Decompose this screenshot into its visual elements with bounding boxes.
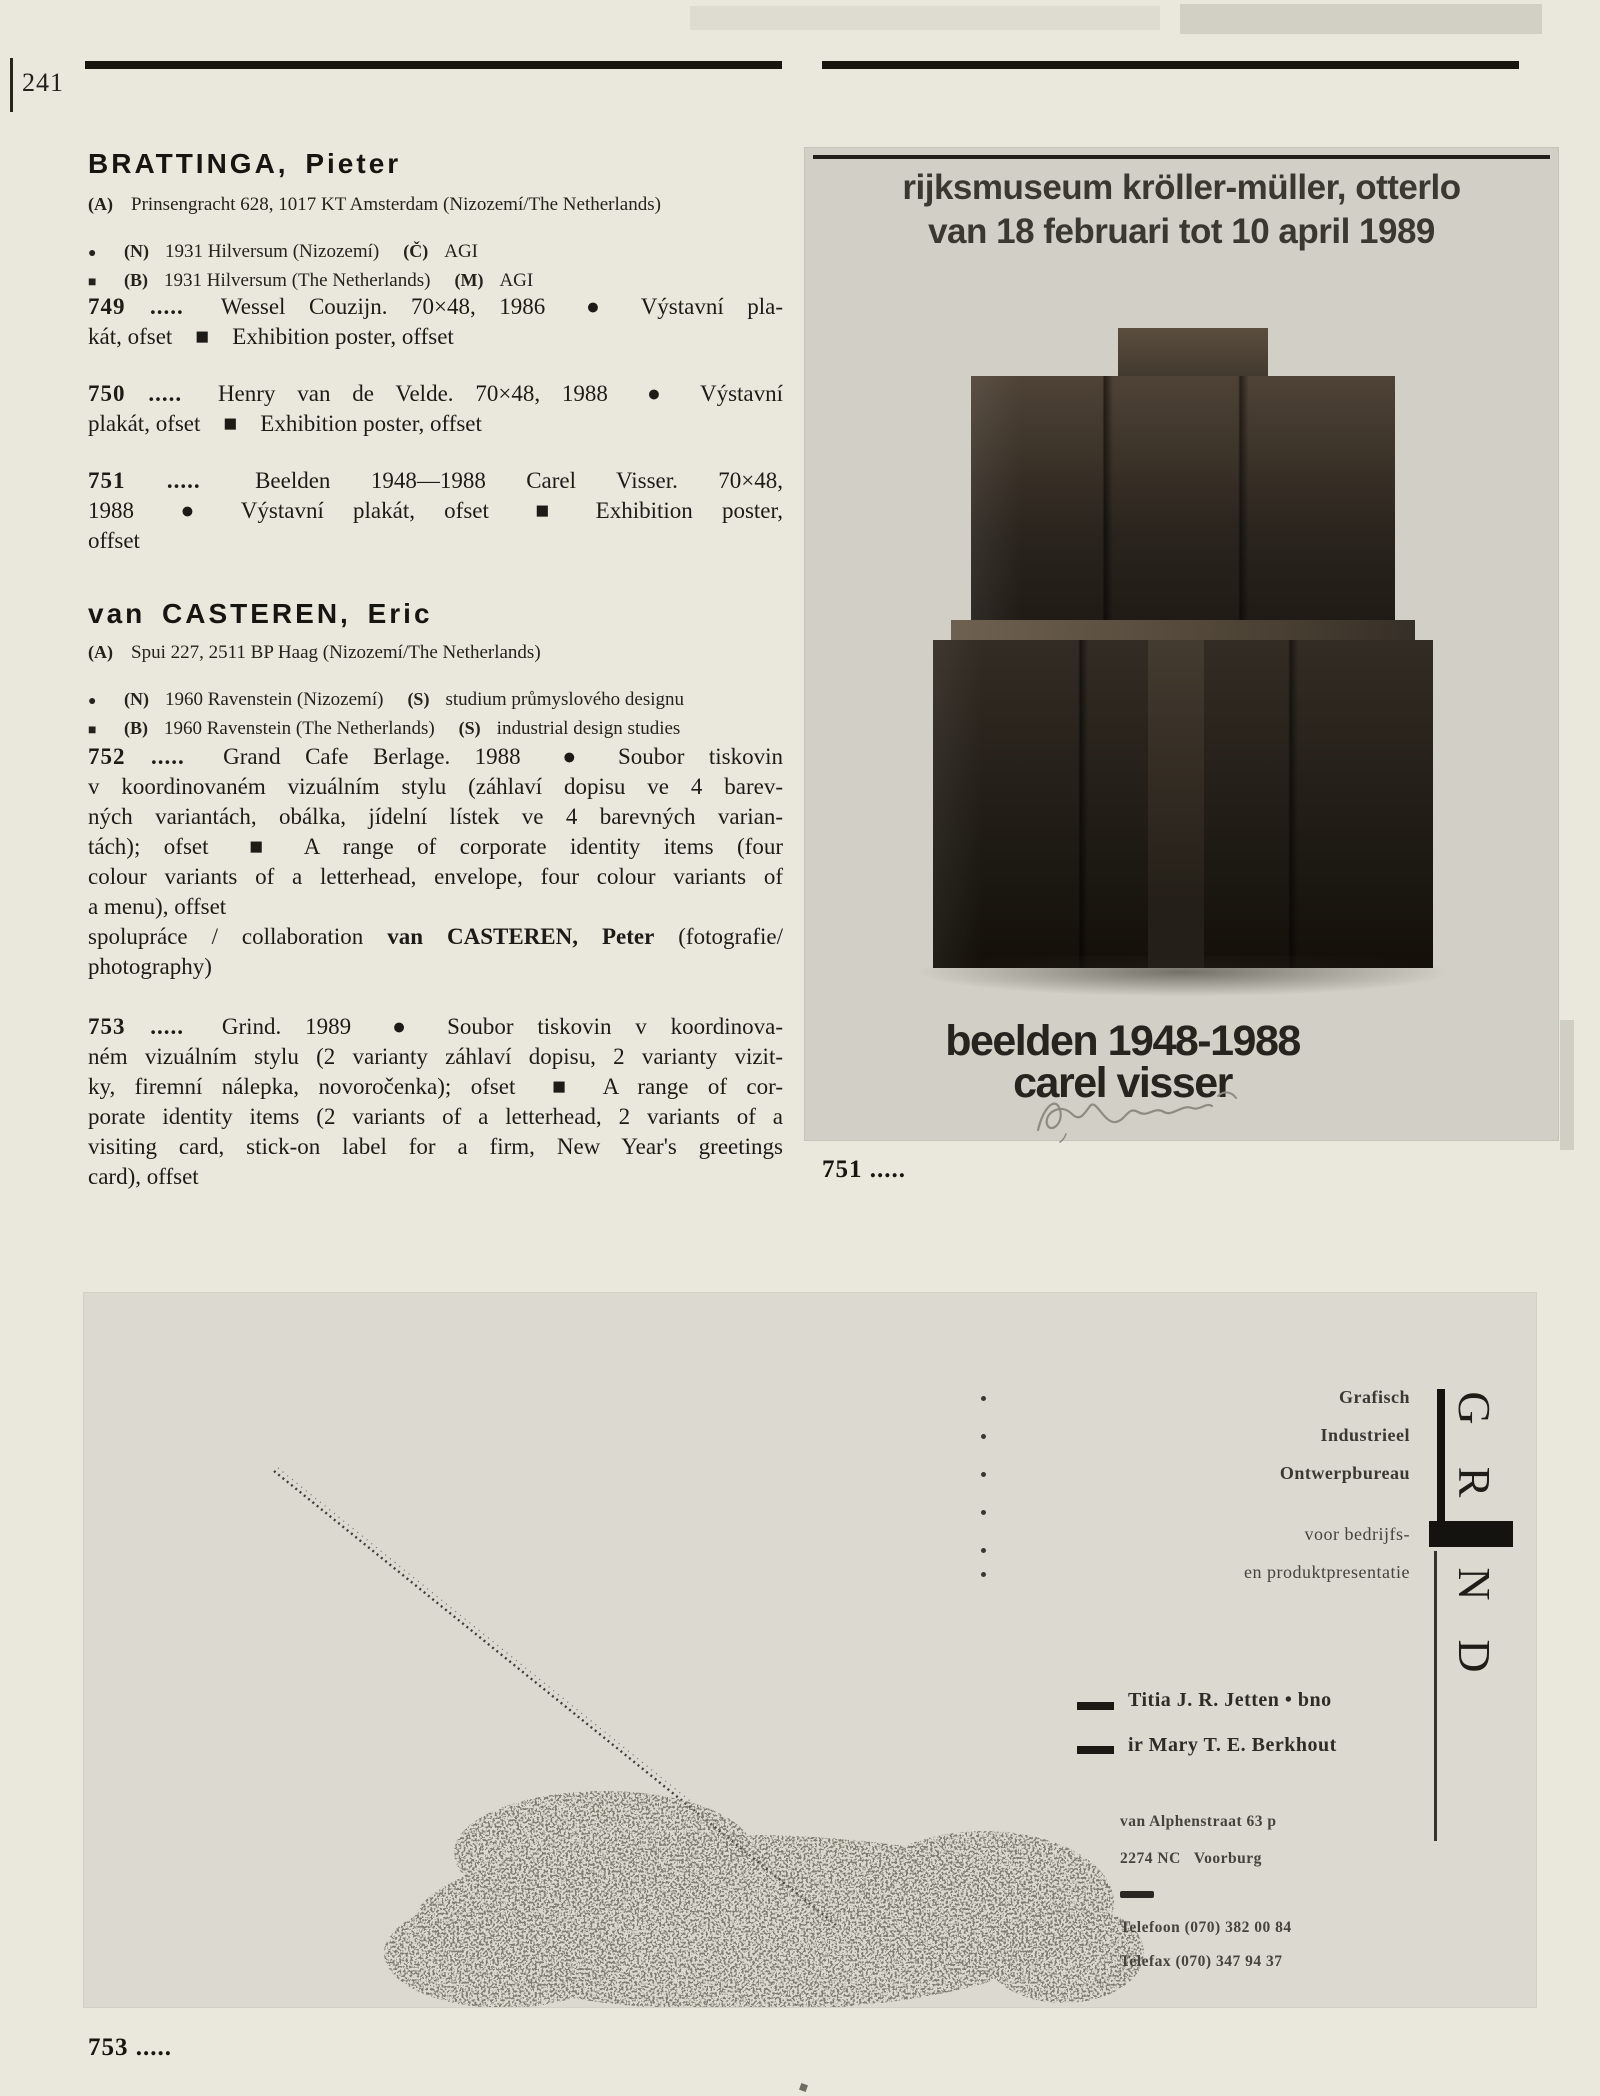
square-marker-icon: ■ bbox=[88, 275, 97, 290]
grind-vertical-bar bbox=[1437, 1389, 1445, 1523]
grind-identity-753: Grafisch Industrieel Ontwerpbureau voor bedrijfs- en produktpresentatie G R N D Titia J. R. Jetten • bno ir Mary T. E. Berkhout van Alphenstraat 63 p 2274 NC Voorburg Telefoon (070) 382 00 84 Telefax (070) 347 94 37 bbox=[84, 1293, 1536, 2007]
caption-753: 753 ..... bbox=[88, 2034, 172, 2061]
grind-letter-g: G bbox=[1449, 1391, 1501, 1425]
page-number: 241 bbox=[22, 68, 64, 97]
grind-thin-rule bbox=[1434, 1551, 1437, 1841]
sculpture-center-slot bbox=[1148, 640, 1204, 968]
sculpture-photo bbox=[933, 328, 1433, 993]
scan-artifact bbox=[690, 6, 1160, 30]
designer-name: ir Mary T. E. Berkhout bbox=[1128, 1734, 1337, 1756]
sculpture-upper-mass bbox=[971, 376, 1395, 628]
address-text: Prinsengracht 628, 1017 KT Amsterdam (Nizozemí/The Netherlands) bbox=[131, 194, 661, 215]
address-text: Spui 227, 2511 BP Haag (Nizozemí/The Netherlands) bbox=[131, 642, 541, 663]
scan-artifact bbox=[799, 2083, 808, 2092]
dot-marker-icon: ● bbox=[88, 694, 97, 709]
grind-letter-d: D bbox=[1449, 1639, 1501, 1673]
poster-title: beelden 1948-1988 carel visser bbox=[945, 1017, 1300, 1107]
poster-top-rule bbox=[813, 155, 1550, 159]
studio-sublabels: voor bedrijfs- en produktpresentatie bbox=[1244, 1524, 1410, 1582]
column-rule-right bbox=[822, 61, 1519, 69]
grind-letter-n: N bbox=[1449, 1567, 1501, 1601]
scan-artifact bbox=[1560, 1020, 1574, 1150]
bio-info bbox=[88, 238, 783, 296]
square-marker-icon: ■ bbox=[88, 723, 97, 738]
entry-name-brattinga: BRATTINGA, Pieter bbox=[88, 148, 402, 179]
catalog-item-750: 750 ..... Henry van de Velde. 70×48, 1988 ● Výstavní plakát, ofset ■ Exhibition poster, offset bbox=[88, 381, 784, 436]
bio-line: ● (N) 1931 Hilversum (Nizozemí) (Č) AGI bbox=[88, 238, 783, 267]
name-dash bbox=[1077, 1702, 1114, 1710]
scan-artifact bbox=[1180, 4, 1542, 34]
bio-line: ● (N) 1960 Ravenstein (Nizozemí) (S) studium průmyslového designu bbox=[88, 686, 783, 715]
catalog-item-749: 749 ..... Wessel Couzijn. 70×48, 1986 ● Výstavní pla- kát, ofset ■ Exhibition poster, offset bbox=[88, 294, 784, 349]
grind-letter-i-block bbox=[1429, 1521, 1513, 1547]
bio-line: ■ (B) 1960 Ravenstein (The Netherlands) (S) industrial design studies bbox=[88, 715, 783, 744]
catalog-item-752: 752 ..... Grand Cafe Berlage. 1988 ● Soubor tiskovin v koordinovaném vizuálním stylu (záhlaví dopisu ve 4 barev- ných variantách, obálka, jídelní lístek ve 4 barevných varian- tách); ofset ■ A range of corporate identity items (four colour variants of a letterhead, envelope, four colour variants of a menu), offset spolupráce / collaboration van CASTEREN, Peter (fotografie/ photography) bbox=[88, 744, 783, 979]
column-rule-left bbox=[85, 61, 782, 69]
margin-bar bbox=[10, 58, 13, 112]
studio-labels: Grafisch Industrieel Ontwerpbureau bbox=[1279, 1387, 1410, 1483]
poster-heading: rijksmuseum kröller-müller, otterlo van 18 februari tot 10 april 1989 bbox=[902, 168, 1461, 251]
grind-letter-r: R bbox=[1449, 1466, 1501, 1498]
collaboration-line: spolupráce / collaboration van CASTEREN, Peter (fotografie/ bbox=[88, 924, 783, 949]
designer-name: Titia J. R. Jetten • bno bbox=[1128, 1689, 1332, 1711]
caption-751: 751 ..... bbox=[822, 1156, 906, 1183]
address-code: (A) bbox=[88, 642, 113, 662]
address-dash bbox=[1120, 1891, 1154, 1898]
artist-signature bbox=[1030, 1084, 1260, 1144]
dot-marker-icon: ● bbox=[88, 246, 97, 261]
entry-name-van-casteren: van CASTEREN, Eric bbox=[88, 598, 433, 629]
catalog-item-753: 753 ..... Grind. 1989 ● Soubor tiskovin v koordinova- ném vizuálním stylu (2 varianty záhlaví dopisu, 2 varianty vizit- ky, firemní nálepka, novoročenka); ofset ■ A range of cor- porate identity items (2 variants of a letterhead, 2 variants of a visiting card, stick-on label for a firm, New Year's greetings card), offset bbox=[88, 1014, 784, 1189]
catalog-item-751: 751 ..... Beelden 1948—1988 Carel Visser. 70×48, 1988 ● Výstavní plakát, ofset ■ Exhibition poster, offset bbox=[88, 468, 784, 553]
address-line bbox=[88, 642, 783, 664]
bio-info bbox=[88, 686, 783, 744]
bio-line: ■ (B) 1931 Hilversum (The Netherlands) (M) AGI bbox=[88, 267, 783, 296]
exhibition-poster-751 bbox=[805, 148, 1558, 1140]
address-code: (A) bbox=[88, 194, 113, 214]
address-line bbox=[88, 194, 783, 216]
name-dash bbox=[1077, 1746, 1114, 1754]
sculpture-shadow bbox=[921, 956, 1445, 996]
